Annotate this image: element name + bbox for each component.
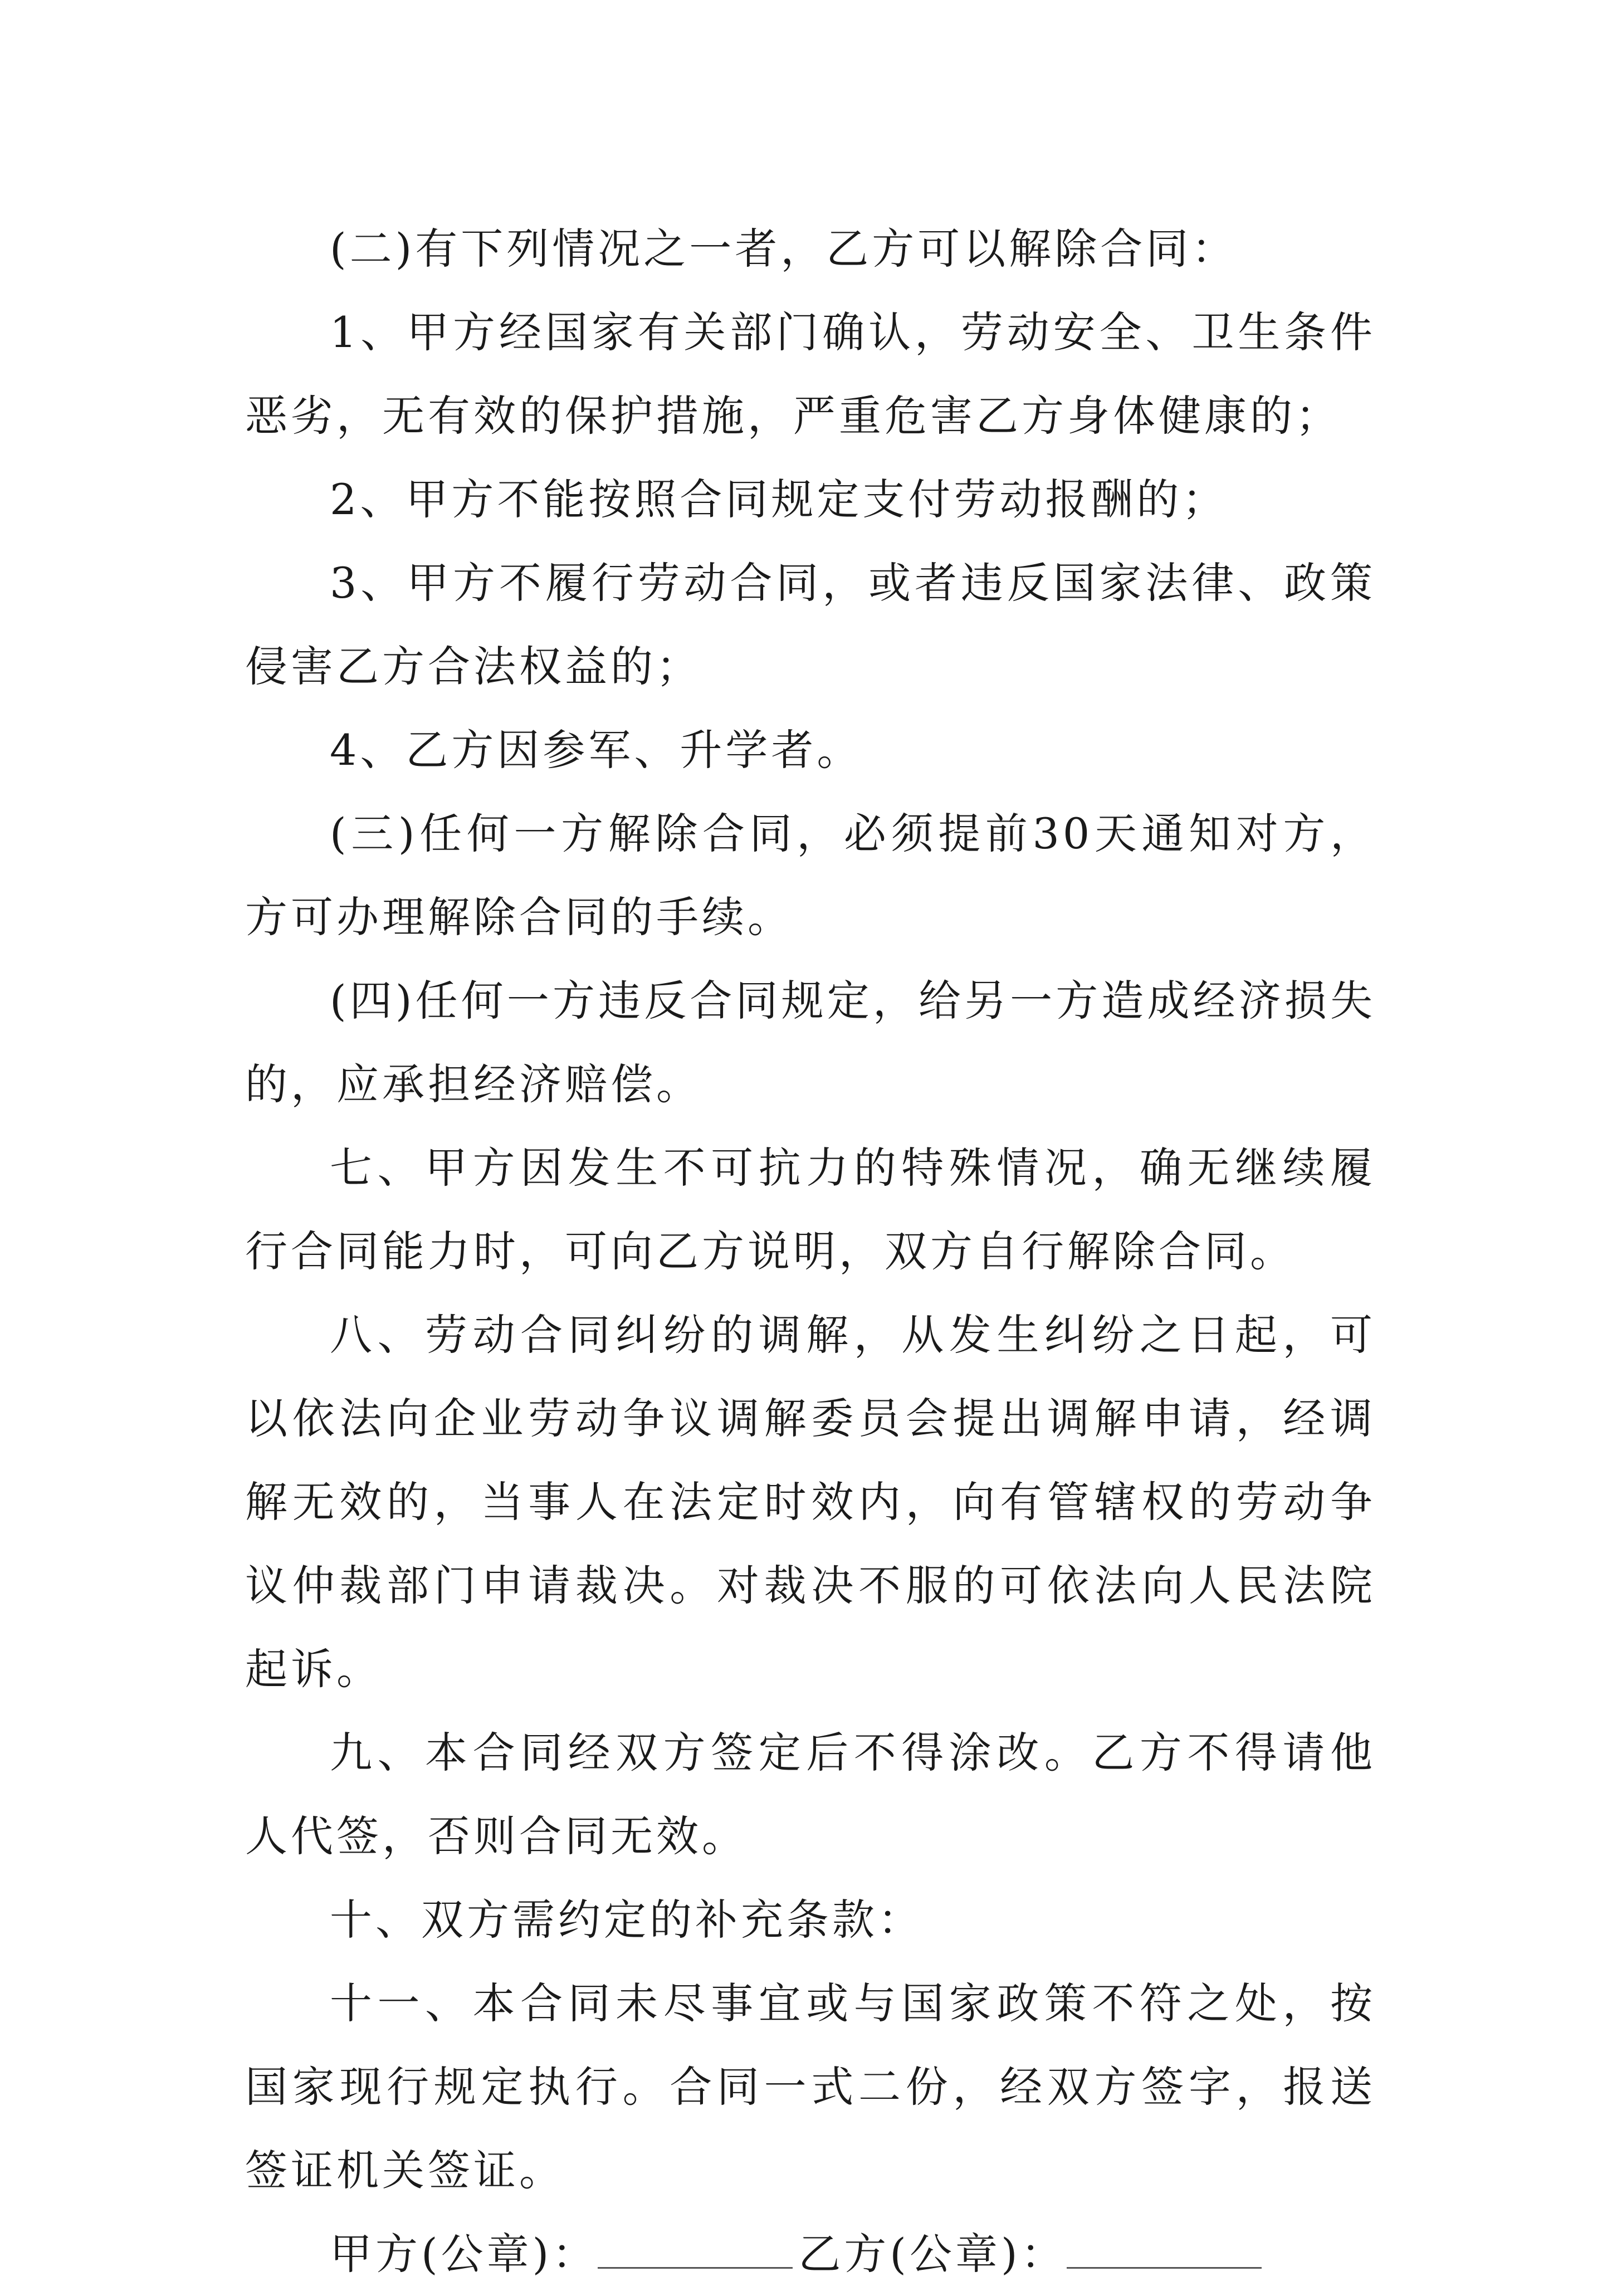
clause-3: (三)任何一方解除合同，必须提前30天通知对方，方可办理解除合同的手续。 bbox=[245, 809, 1376, 942]
party-a-seal-blank[interactable] bbox=[598, 2266, 793, 2269]
document-body bbox=[245, 207, 1376, 2296]
clause-2-heading: (二)有下列情况之一者，乙方可以解除合同： bbox=[330, 224, 1238, 273]
clause-2-item-3: 3、甲方不履行劳动合同，或者违反国家法律、政策侵害乙方合法权益的； bbox=[245, 558, 1376, 691]
clause-4: (四)任何一方违反合同规定，给另一方造成经济损失的，应承担经济赔偿。 bbox=[245, 976, 1376, 1109]
article-7: 七、甲方因发生不可抗力的特殊情况，确无继续履行合同能力时，可向乙方说明，双方自行解除合同。 bbox=[245, 1143, 1376, 1276]
clause-2-item-2: 2、甲方不能按照合同规定支付劳动报酬的； bbox=[330, 475, 1228, 524]
article-9: 九、本合同经双方签定后不得涂改。乙方不得请他人代签，否则合同无效。 bbox=[245, 1728, 1376, 1861]
article-8: 八、劳动合同纠纷的调解，从发生纠纷之日起，可以依法向企业劳动争议调解委员会提出调解申请，经调解无效的，当事人在法定时效内，向有管辖权的劳动争议仲裁部门申请裁决。对裁决不服的可依法向人民法院起诉。 bbox=[245, 1310, 1376, 1694]
signature-line bbox=[245, 2212, 1376, 2296]
party-a-label: 甲方(公章)： bbox=[330, 2229, 598, 2279]
clause-2-item-1: 1、甲方经国家有关部门确认，劳动安全、卫生条件恶劣，无有效的保护措施，严重危害乙方身体健康的； bbox=[245, 307, 1376, 441]
party-b-label: 乙方(公章)： bbox=[798, 2229, 1067, 2279]
article-11: 十一、本合同未尽事宜或与国家政策不符之处，按国家现行规定执行。合同一式二份，经双方签字，报送签证机关签证。 bbox=[245, 1979, 1376, 2195]
clause-2-item-4: 4、乙方因参军、升学者。 bbox=[330, 725, 863, 775]
article-10: 十、双方需约定的补充条款： bbox=[330, 1895, 924, 1945]
party-b-seal-blank[interactable] bbox=[1067, 2266, 1262, 2269]
